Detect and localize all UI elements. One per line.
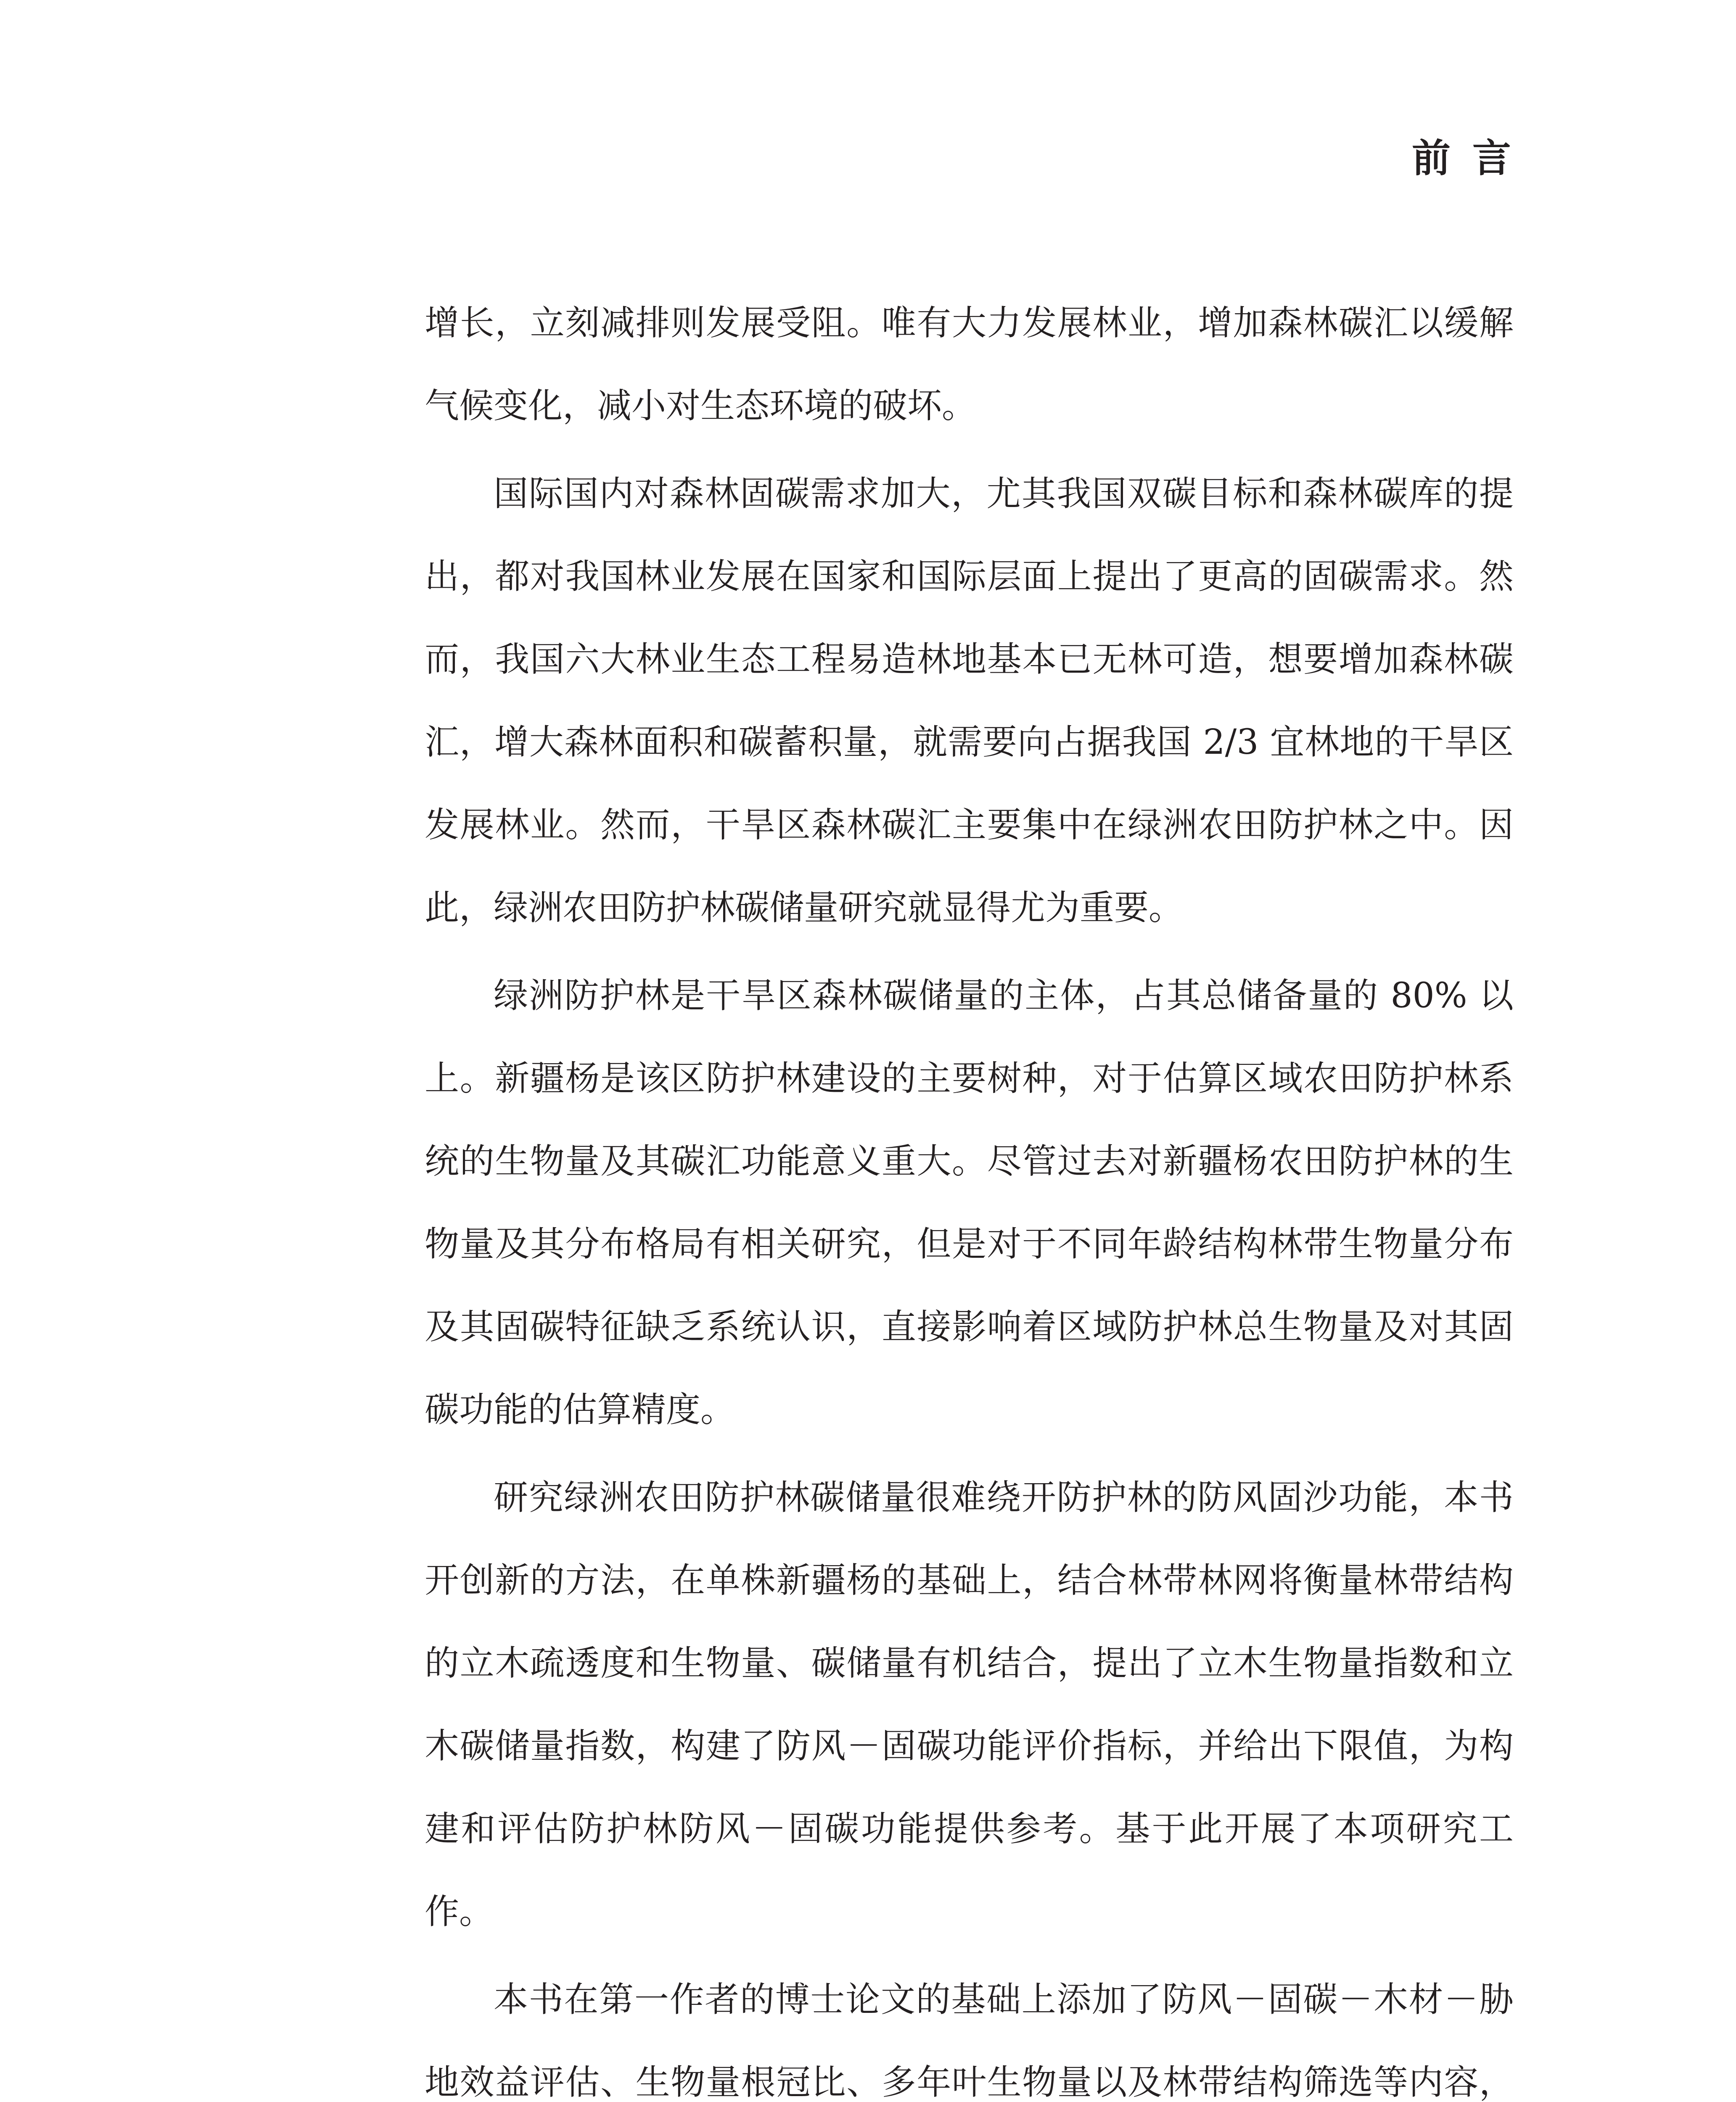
page-header-title: 前言	[1411, 135, 1533, 181]
preface-body	[425, 282, 1514, 2102]
paragraph: 本书在第一作者的博士论文的基础上添加了防风－固碳－木材－胁地效益评估、生物量根冠比、多年叶生物量以及林带结构筛选等内容，	[425, 1980, 1514, 2102]
paragraph: 绿洲防护林是干旱区森林碳储量的主体，占其总储备量的 80% 以上。新疆杨是该区防护林建设的主要树种，对于估算区域农田防护林系统的生物量及其碳汇功能意义重大。尽管过去对新疆杨农田防护林的生物量及其分布格局有相关研究，但是对于不同年龄结构林带生物量分布及其固碳特征缺乏系统认识，直接影响着区域防护林总生物量及对其固碳功能的估算精度。	[425, 976, 1514, 1430]
paragraph: 国际国内对森林固碳需求加大，尤其我国双碳目标和森林碳库的提出，都对我国林业发展在国家和国际层面上提出了更高的固碳需求。然而，我国六大林业生态工程易造林地基本已无林可造，想要增加森林碳汇，增大森林面积和碳蓄积量，就需要向占据我国 2/3 宜林地的干旱区发展林业。然而，干旱区森林碳汇主要集中在绿洲农田防护林之中。因此，绿洲农田防护林碳储量研究就显得尤为重要。	[425, 474, 1514, 928]
paragraph: 研究绿洲农田防护林碳储量很难绕开防护林的防风固沙功能，本书开创新的方法，在单株新疆杨的基础上，结合林带林网将衡量林带结构的立木疏透度和生物量、碳储量有机结合，提出了立木生物量指数和立木碳储量指数，构建了防风－固碳功能评价指标，并给出下限值，为构建和评估防护林防风－固碳功能提供参考。基于此开展了本项研究工作。	[425, 1478, 1514, 1932]
paragraph-continuation: 增长，立刻减排则发展受阻。唯有大力发展林业，增加森林碳汇以缓解气候变化，减小对生态环境的破坏。	[425, 303, 1514, 426]
